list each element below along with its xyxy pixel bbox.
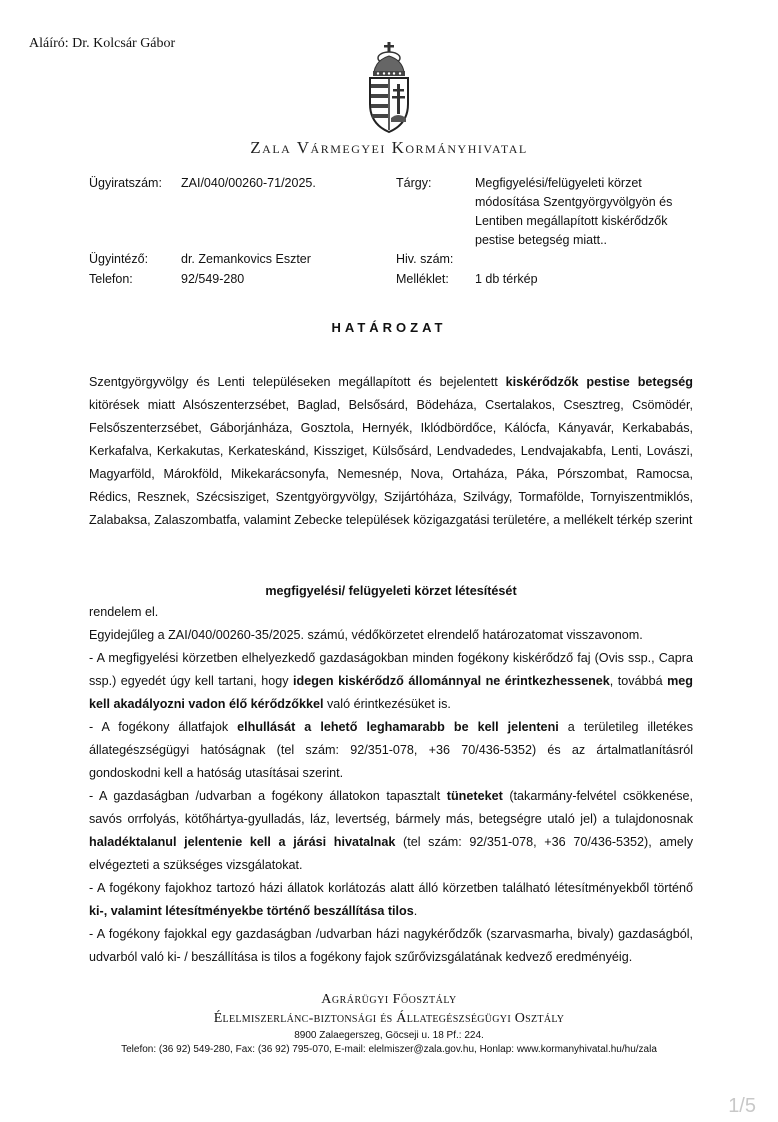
ref-label: Hiv. szám:: [396, 252, 454, 266]
rule-text: (tel szám: 92/351-078, +36 70/436-5352), amely elvégezteti a szükséges vizsgálatokat.: [89, 835, 693, 872]
rule-2: [89, 716, 693, 785]
administrator: dr. Zemankovics Eszter: [181, 252, 311, 266]
intro-text: Szentgyörgyvölgy és Lenti településeken megállapított és bejelentett: [89, 375, 506, 389]
rule-emphasis: haladéktalanul jelentenie kell a járási hivatalnak: [89, 835, 396, 849]
coat-of-arms-icon: [366, 42, 412, 134]
rule-emphasis: meg kell akadályozni vadon élő kérődzőkkel: [89, 674, 693, 711]
footer-department: Agrárügyi Főosztály: [321, 992, 457, 1007]
subject-line: Lentiben megállapított kiskérődzők: [475, 214, 668, 228]
rule-text: , továbbá: [609, 674, 668, 688]
subject-line: Megfigyelési/felügyeleti körzet: [475, 176, 642, 190]
case-number-label: Ügyiratszám:: [89, 176, 162, 190]
footer-unit: Élelmiszerlánc-biztonsági és Állategészségügyi Osztály: [213, 1011, 565, 1026]
rule-text: - A gazdaságban /udvarban a fogékony állatokon tapasztalt: [89, 789, 447, 803]
rule-4: [89, 877, 693, 923]
subject-line: módosítása Szentgyörgyvölgyön és: [475, 195, 673, 209]
office-name: Zala Vármegyei Kormányhivatal: [250, 138, 528, 157]
rule-text: való érintkezésüket is.: [323, 697, 451, 711]
page-indicator: 1/5: [728, 1095, 756, 1117]
subject-label: Tárgy:: [396, 176, 432, 190]
rule-emphasis: ki-, valamint létesítményekbe történő beszállítása tilos: [89, 904, 414, 918]
rule-emphasis: tüneteket: [446, 789, 503, 803]
intro-settlements: kitörések miatt Alsószenterzsébet, Baglad, Belsősárd, Bödeháza, Csertalakos, Csesztreg, Csömödér, Felsőszenterzsébet, Gáborjánháza, Gosztola, Hernyék, Iklódbördőce, Kálócfa, Kányavár, Kerkababás, Kerkafalva, Kerkakutas, Kerkateskánd, Kissziget, Külsősárd, Lendvadedes, Lendvajakabfa, Lenti, Lovászi, Magyarföld, Márokföld, Mikekarácsonyfa, Nemesnép, Nova, Ortaháza, Páka, Pórszombat, Ramocsa, Rédics, Resznek, Szécsisziget, Szentgyörgyvölgy, Szijártóháza, Szilvágy, Tormafölde, Tornyiszentmiklós, Zalabaksa, Zalaszombatfa, valamint Zebecke települések közigazgatási területére, a mellékelt térkép szerint: [89, 398, 693, 527]
phone: 92/549-280: [181, 272, 245, 286]
rule-3: [89, 785, 693, 877]
administrator-label: Ügyintéző:: [89, 252, 149, 266]
rule-text: - A fogékony fajokhoz tartozó házi állatok korlátozás alatt álló körzetben található létesítményekből történő: [89, 881, 693, 895]
rule-1: [89, 647, 693, 716]
phone-label: Telefon:: [89, 272, 133, 286]
order-text: rendelem el.: [89, 605, 159, 619]
case-number: ZAI/040/00260-71/2025.: [181, 176, 316, 190]
subject-text: [475, 174, 672, 250]
footer-contact: Telefon: (36 92) 549-280, Fax: (36 92) 795-070, E-mail: elelmiszer@zala.gov.hu, Honlap: www.kormanyhivatal.hu/hu/zala: [121, 1044, 657, 1055]
intro-disease: kiskérődzők pestise betegség: [505, 375, 693, 389]
rule-text: a területileg illetékes állategészségügyi hatóságnak (tel szám: 92/351-078, +36 70/436-5352) és az ártalmatlanításról gondoskodni kell a hatóság utasításai szerint.: [89, 720, 693, 780]
rule-text: - A megfigyelési körzetben elhelyezkedő gazdaságokban minden fogékony kiskérődző faj (Ovis ssp., Capra ssp.) egyedét úgy kell tartani, hogy: [89, 651, 693, 688]
decision-heading: megfigyelési/ felügyeleti körzet létesítését: [265, 584, 517, 598]
rule-text: .: [413, 904, 418, 918]
rule-emphasis: elhullását a lehető leghamarabb be kell jelenteni: [237, 720, 559, 734]
signer-line: Aláíró: Dr. Kolcsár Gábor: [29, 36, 176, 51]
rule-5: - A fogékony fajokkal egy gazdaságban /udvarban házi nagykérődzők (szarvasmarha, bivaly) gazdaságból, udvarból való ki- / beszállítása is tilos a fogékony fajok szűrővizsgálatának kedvező eredményéig.: [89, 927, 693, 964]
intro-paragraph: [89, 371, 693, 532]
attachment: 1 db térkép: [475, 272, 538, 286]
revoke-text: Egyidejűleg a ZAI/040/00260-35/2025. számú, védőkörzetet elrendelő határozatomat visszavonom.: [89, 628, 643, 642]
document-title: HATÁROZAT: [331, 320, 447, 335]
rule-text: - A fogékony állatfajok: [89, 720, 238, 734]
rule-text: (takarmány-felvétel csökkenése, savós orrfolyás, kötőhártya-gyulladás, láz, levertség, bármely más, betegségre utaló jel) a tulajdonosnak: [89, 789, 693, 826]
footer-address: 8900 Zalaegerszeg, Göcseji u. 18 Pf.: 224.: [294, 1030, 484, 1041]
subject-line: pestise betegség miatt..: [475, 233, 608, 247]
rule-emphasis: idegen kiskérődző állománnyal ne érintkezhessenek: [293, 674, 610, 688]
attachment-label: Melléklet:: [396, 272, 449, 286]
rules-list: [89, 647, 693, 969]
